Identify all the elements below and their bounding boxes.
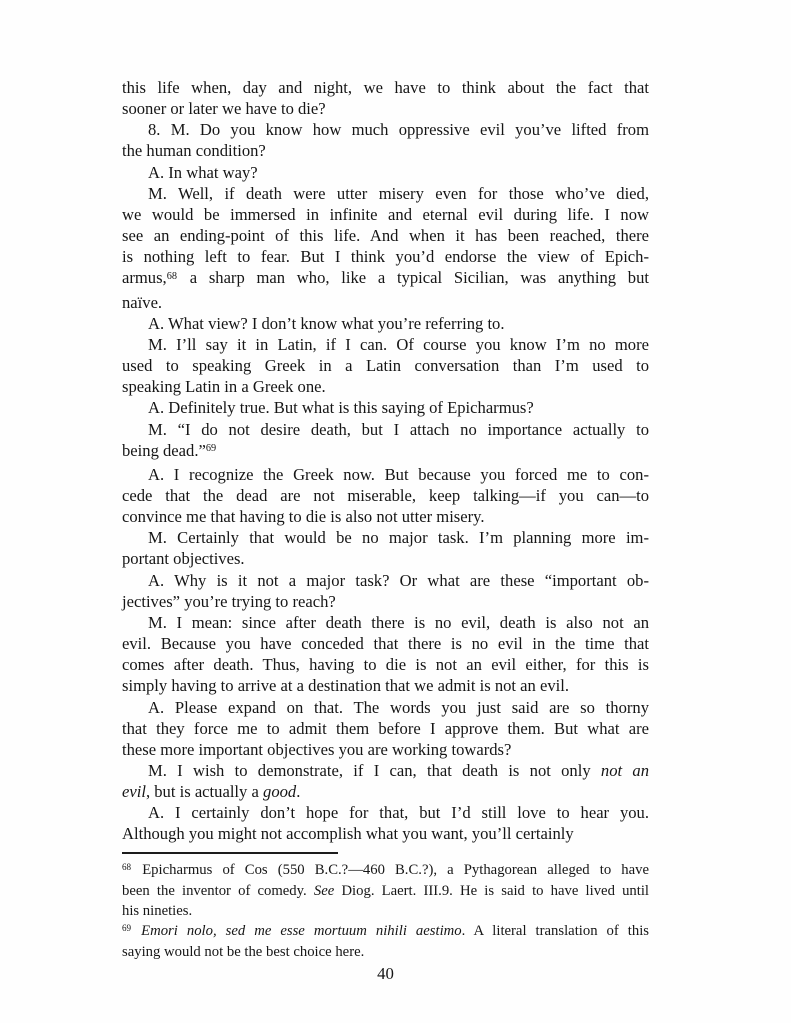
footnote-line: $^{69}$ Emori nolo, sed me esse mortuum nihili aestimo. A literal translation of this <box>122 923 650 940</box>
text-line: that they force me to admit them before I approve them. But what are <box>122 718 649 738</box>
text-line: A. I recognize the Greek now. But because you forced me to con- <box>148 464 649 484</box>
footnotes <box>122 860 649 962</box>
text-line: evil, but is actually a good. <box>122 782 301 802</box>
footnote-line: $^{68}$ Epicharmus of Cos (550 B.C.?—460 B.C.?), a Pythagorean alleged to have <box>122 861 649 878</box>
text-line: see an ending-point of this life. And when it has been reached, there <box>122 226 649 246</box>
footnote-marker: 68 <box>122 861 132 872</box>
text-line: speaking Latin in a Greek one. <box>122 377 326 397</box>
text-line: A. Why is it not a major task? Or what are these “important ob- <box>148 570 649 590</box>
text-line: 8. M. Do you know how much oppressive evil you’ve lifted from <box>148 120 649 140</box>
text-line: A. Definitely true. But what is this saying of Epicharmus? <box>148 398 534 418</box>
text-line: being dead.”$^{69}$ <box>122 440 217 460</box>
text-line: used to speaking Greek in a Latin conversation than I’m used to <box>122 356 649 376</box>
text-line: M. I wish to demonstrate, if I can, that death is not only not an <box>148 761 649 780</box>
text-line: convince me that having to die is also not utter misery. <box>122 507 485 527</box>
text-line: M. I’ll say it in Latin, if I can. Of course you know I’m no more <box>148 334 649 354</box>
text-line: sooner or later we have to die? <box>122 99 326 119</box>
page-number: 40 <box>377 964 394 983</box>
footnote-line: his nineties. <box>122 903 193 920</box>
text-line: we would be immersed in infinite and eternal evil during life. I now <box>122 204 649 224</box>
text-line: naïve. <box>122 292 163 312</box>
text-line: M. “I do not desire death, but I attach no importance actually to <box>148 419 649 439</box>
text-line: Although you might not accomplish what you want, you’ll certainly <box>122 824 574 844</box>
text-line: portant objectives. <box>122 549 245 569</box>
text-line: this life when, day and night, we have to think about the fact that <box>122 78 649 97</box>
footnote-marker: 69 <box>122 923 132 934</box>
text-line: comes after death. Thus, having to die is not an evil either, for this is <box>122 655 649 675</box>
text-line: jectives” you’re trying to reach? <box>122 591 336 611</box>
footnote-marker: 68 <box>166 270 177 282</box>
text-line: A. In what way? <box>148 162 258 182</box>
text-line: evil. Because you have conceded that there is no evil in the time that <box>122 634 649 654</box>
text-line: M. I mean: since after death there is no evil, death is also not an <box>148 612 649 632</box>
text-line: the human condition? <box>122 141 266 161</box>
text-line: A. I certainly don’t hope for that, but I’d still love to hear you. <box>148 803 649 823</box>
text-line: M. Well, if death were utter misery even for those who’ve died, <box>148 183 649 203</box>
page-body <box>122 77 649 845</box>
text-line: M. Certainly that would be no major task. I’m planning more im- <box>148 528 649 548</box>
footnote-line: saying would not be the best choice here. <box>122 944 365 961</box>
text-line: cede that the dead are not miserable, keep talking—if you can—to <box>122 485 649 505</box>
text-line: A. Please expand on that. The words you just said are so thorny <box>148 697 649 717</box>
text-line: simply having to arrive at a destination that we admit is not an evil. <box>122 676 570 696</box>
text-line: armus,$^{68}$ a sharp man who, like a typical Sicilian, was anything but <box>122 268 649 288</box>
text-line: A. What view? I don’t know what you’re referring to. <box>148 313 505 333</box>
footnote-marker: 69 <box>205 443 217 455</box>
text-line: these more important objectives you are working towards? <box>122 739 512 759</box>
footnote-separator <box>122 852 338 854</box>
text-line: is nothing left to fear. But I think you’d endorse the view of Epich- <box>122 247 649 267</box>
footnote-line: been the inventor of comedy. See Diog. Laert. III.9. He is said to have lived until <box>122 883 650 900</box>
